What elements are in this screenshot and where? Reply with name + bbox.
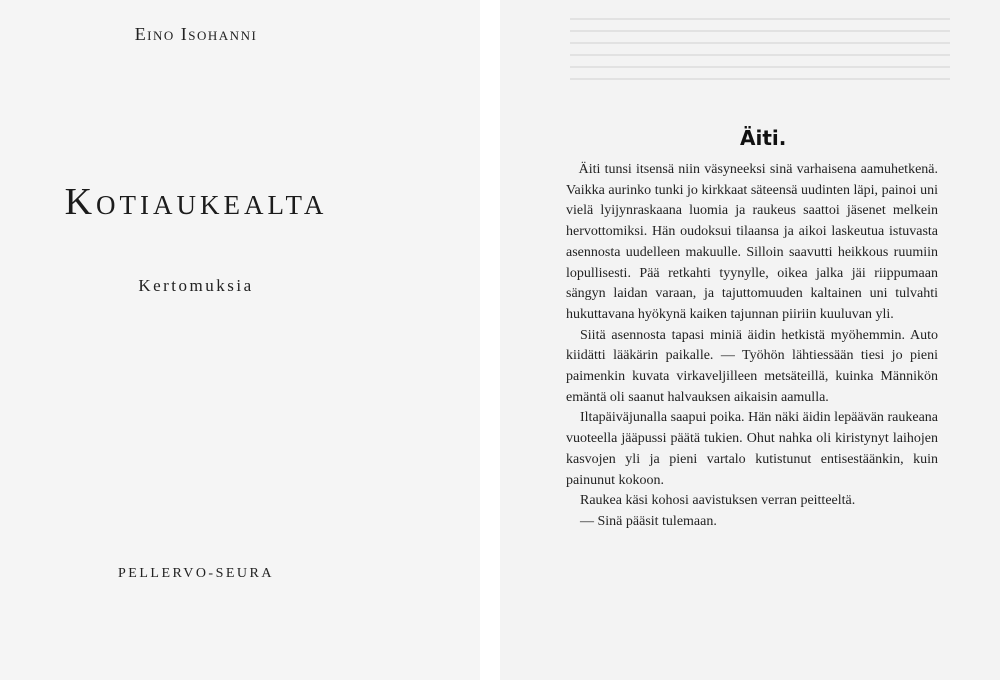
show-through-text	[570, 8, 950, 108]
book-subtitle: Kertomuksia	[138, 276, 254, 295]
chapter-text	[566, 160, 938, 533]
paragraph: Siitä asennosta tapasi miniä äidin hetkistä myöhemmin. Auto kiidätti lääkärin paikalle. — Työhön lähtiessään tiesi jo pieni paimenkin kuvata virkaveljilleen metsäteillä, kuinka Männikön emäntä oli saanut halvauksen aikaisin aamulla.	[566, 327, 938, 405]
publisher-name: PELLERVO-SEURA	[118, 566, 274, 581]
left-page	[0, 0, 480, 680]
chapter-title: Äiti.	[740, 126, 787, 150]
page-gutter	[480, 0, 500, 680]
author-name: Eino Isohanni	[134, 24, 258, 44]
paragraph: Äiti tunsi itsensä niin väsyneeksi sinä varhaisena aamuhetkenä. Vaikka aurinko tunki jo kirkkaat säteensä uudinten läpi, painoi uni vielä lyijynraskaana luomia ja raukeus saattoi jäsenet melkein hervottomiksi. Hän oudoksui tilaansa ja aikoi laskeutua istuvasta asennosta uudelleen makuulle. Silloin saavutti heikkous ruumiin lopullisesti. Pää retkahti tyynylle, oikea jalka jäi riippumaan sängyn laidan varaan, ja tajuttomuuden kaltainen uni tulvahti hukuttavana hyökynä kaiken tajunnan piiriin kuuluvan yli.	[566, 162, 938, 322]
book-title: Kotiaukealta	[64, 181, 328, 223]
paragraph: Iltapäiväjunalla saapui poika. Hän näki äidin lepäävän raukeana vuoteella jääpussi päätä tukien. Ohut nahka oli kiristynyt laihojen kasvojen yli ja pieni vartalo kutistunut entisestäänkin, kuin painunut kokoon.	[566, 410, 938, 488]
paragraph: — Sinä pääsit tulemaan.	[580, 513, 717, 529]
paragraph: Raukea käsi kohosi aavistuksen verran peitteeltä.	[580, 493, 856, 509]
